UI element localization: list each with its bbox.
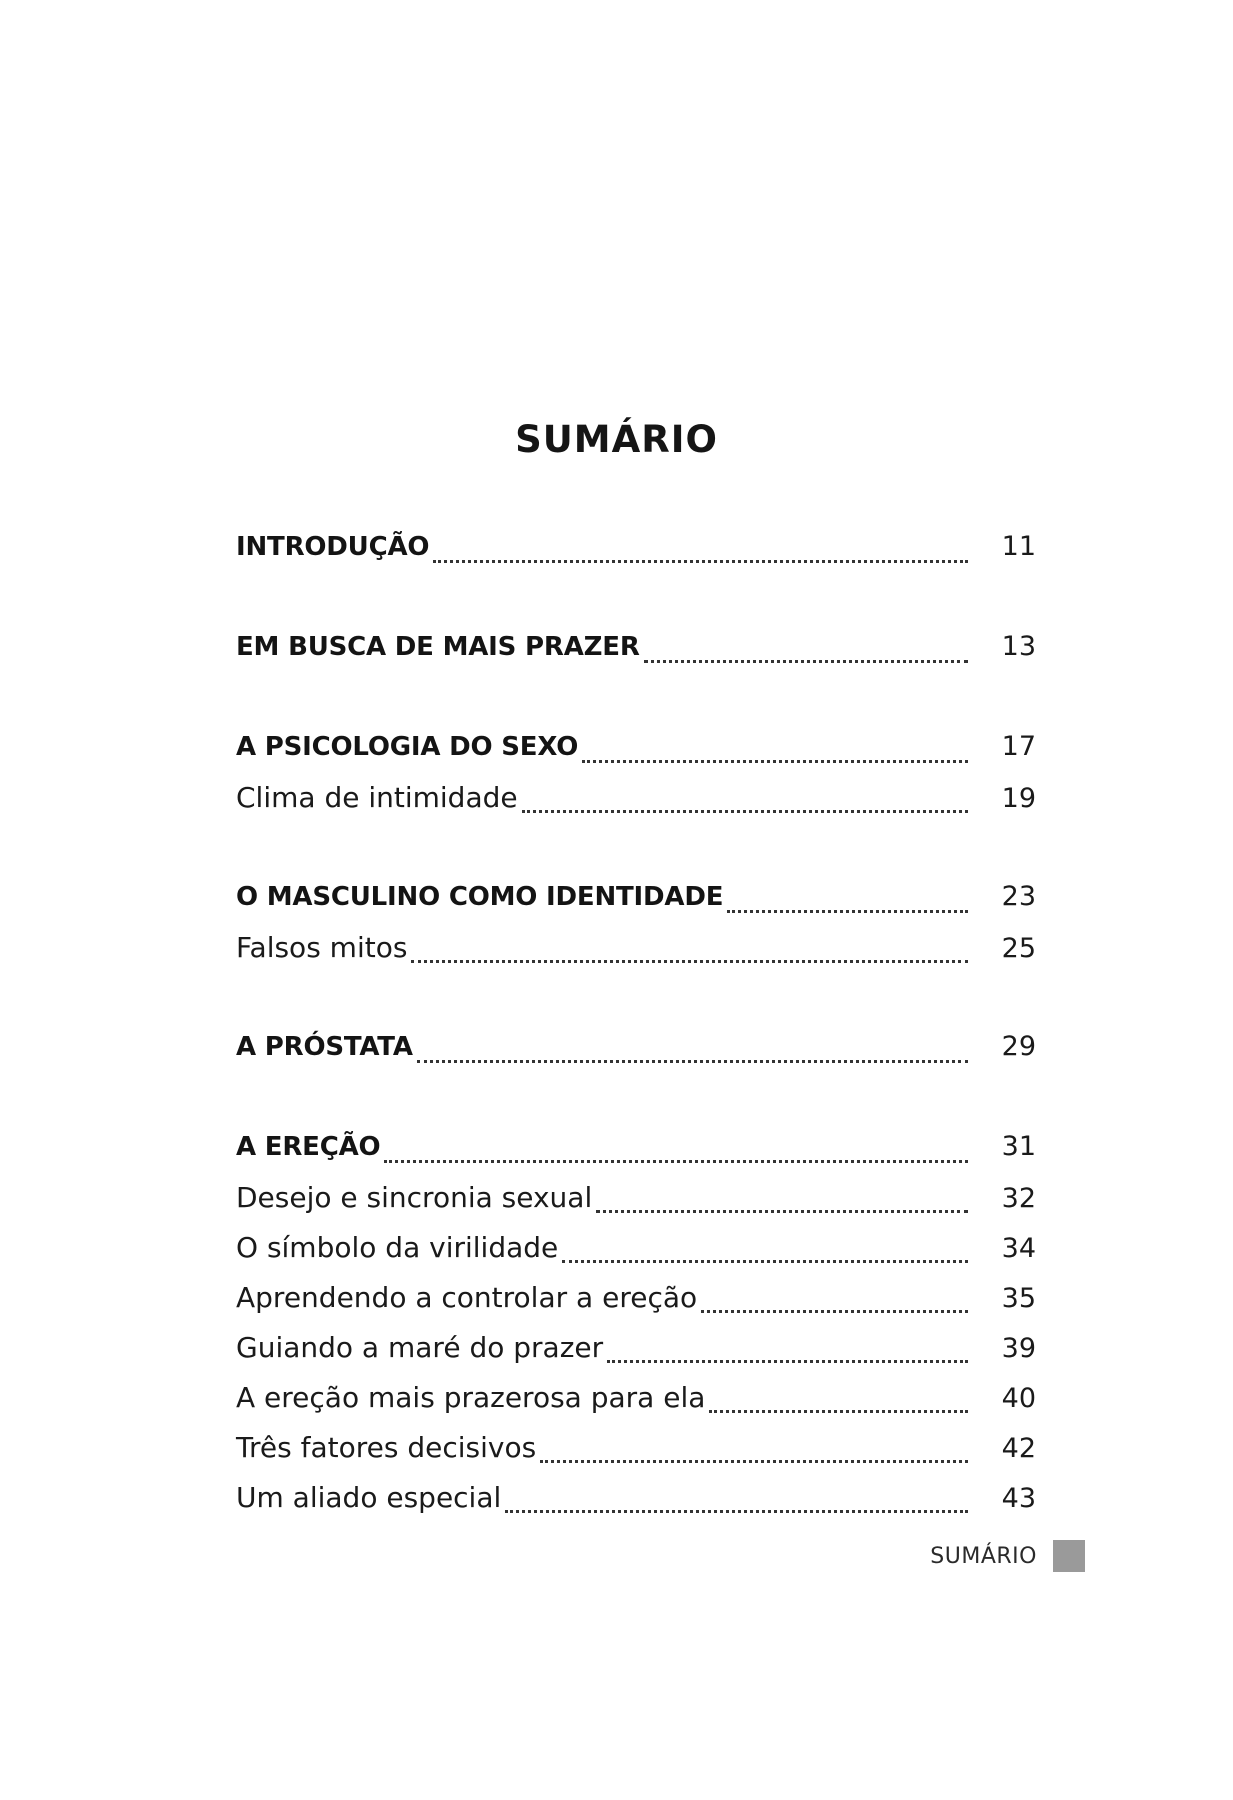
dot-leader xyxy=(596,1210,968,1213)
toc-entry xyxy=(236,1431,1036,1471)
dot-leader xyxy=(505,1510,968,1513)
toc-entry-page: 31 xyxy=(1001,1131,1036,1162)
toc-entry xyxy=(236,781,1036,821)
toc-entry xyxy=(236,531,1036,571)
toc-entry-title: Aprendendo a controlar a ereção xyxy=(236,1281,698,1314)
toc-entry xyxy=(236,1231,1036,1271)
toc-entry-page: 43 xyxy=(1001,1483,1036,1514)
dot-leader xyxy=(522,810,968,813)
toc-entry-title: Falsos mitos xyxy=(236,931,408,964)
toc-entry-title: INTRODUÇÃO xyxy=(236,532,430,562)
dot-leader xyxy=(417,1060,968,1063)
toc-entry-page: 17 xyxy=(1001,731,1036,762)
dot-leader xyxy=(562,1260,968,1263)
toc-entry-title: A PRÓSTATA xyxy=(236,1032,413,1062)
dot-leader xyxy=(411,960,968,963)
toc-entry xyxy=(236,881,1036,921)
toc-entry-page: 35 xyxy=(1001,1283,1036,1314)
dot-leader xyxy=(607,1360,968,1363)
toc-entry-title: Guiando a maré do prazer xyxy=(236,1331,604,1364)
toc-entry-title: Um aliado especial xyxy=(236,1481,502,1514)
toc-entry-title: Três fatores decisivos xyxy=(236,1431,537,1464)
toc-entry-page: 42 xyxy=(1001,1433,1036,1464)
toc-entry xyxy=(236,1381,1036,1421)
toc-entry xyxy=(236,631,1036,671)
toc-entry xyxy=(236,1181,1036,1221)
footer-label: SUMÁRIO xyxy=(930,1543,1037,1569)
toc-entry-page: 25 xyxy=(1001,933,1036,964)
dot-leader xyxy=(701,1310,968,1313)
toc-entry-title: A PSICOLOGIA DO SEXO xyxy=(236,732,579,762)
dot-leader xyxy=(433,560,968,563)
toc-entry-page: 34 xyxy=(1001,1233,1036,1264)
toc-entry xyxy=(236,1031,1036,1071)
toc-entry-page: 23 xyxy=(1001,881,1036,912)
footer-marker-square xyxy=(1053,1540,1085,1572)
running-footer xyxy=(930,1540,1085,1572)
dot-leader xyxy=(384,1160,968,1163)
toc-entry-page: 13 xyxy=(1001,631,1036,662)
toc-entry xyxy=(236,1481,1036,1521)
toc-entry-page: 29 xyxy=(1001,1031,1036,1062)
page-title: SUMÁRIO xyxy=(515,418,718,461)
toc-entry-title: A EREÇÃO xyxy=(236,1132,381,1162)
toc-entry-page: 39 xyxy=(1001,1333,1036,1364)
dot-leader xyxy=(540,1460,968,1463)
toc-entry-title: O símbolo da virilidade xyxy=(236,1231,559,1264)
toc-entry xyxy=(236,1131,1036,1171)
toc-entry-title: EM BUSCA DE MAIS PRAZER xyxy=(236,632,640,662)
dot-leader xyxy=(709,1410,968,1413)
toc-entry xyxy=(236,931,1036,971)
toc-entry xyxy=(236,731,1036,771)
toc-entry xyxy=(236,1331,1036,1371)
toc-entry-title: Clima de intimidade xyxy=(236,781,518,814)
toc-entry-page: 32 xyxy=(1001,1183,1036,1214)
dot-leader xyxy=(727,910,968,913)
toc-entry-page: 11 xyxy=(1001,531,1036,562)
toc-entry-page: 40 xyxy=(1001,1383,1036,1414)
toc-entry-title: A ereção mais prazerosa para ela xyxy=(236,1381,706,1414)
toc-entry-title: O MASCULINO COMO IDENTIDADE xyxy=(236,882,724,912)
toc-entry xyxy=(236,1281,1036,1321)
dot-leader xyxy=(644,660,968,663)
dot-leader xyxy=(582,760,968,763)
toc-entry-page: 19 xyxy=(1001,783,1036,814)
toc-entry-title: Desejo e sincronia sexual xyxy=(236,1181,593,1214)
